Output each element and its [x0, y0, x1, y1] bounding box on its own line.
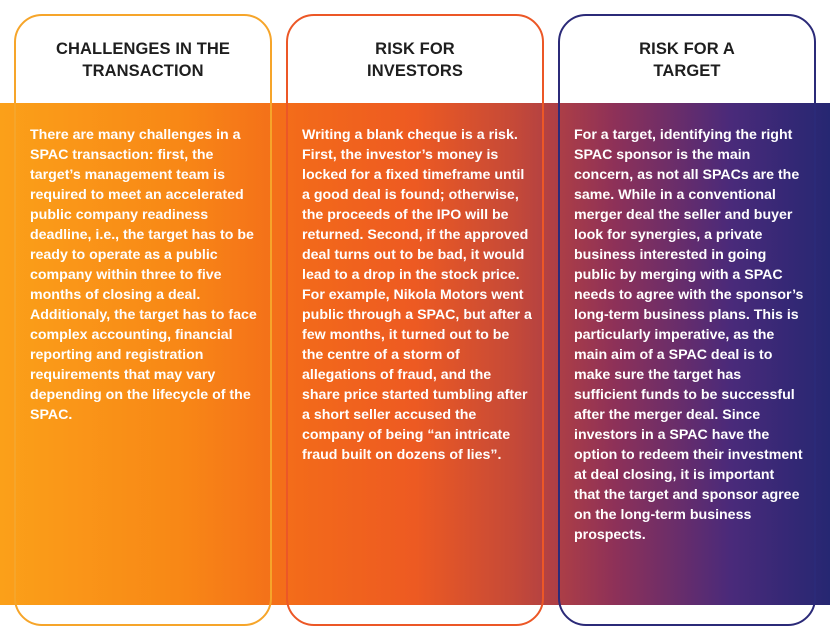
body-risk-target: For a target, identifying the right SPAC sponsor is the main concern, as not all SPACs are the same. While in a conventional merger deal the seller and buyer look for synergies, a private business interested in going public by merging with a SPAC needs to agree with the sponsor’s long-term business plans. This is particularly imperative, as the main aim of a SPAC deal is to make sure the target has sufficient funds to be successful after the merger deal. Since investors in a SPAC have the option to redeem their investment at deal closing, it is important that the target and sponsor agree on the long-term business prospects. [574, 127, 804, 543]
heading-challenges-line2: TRANSACTION [82, 62, 204, 80]
heading-risk-target-line1: RISK FOR A [639, 40, 735, 58]
heading-risk-investors-line1: RISK FOR [375, 40, 455, 58]
body-risk-investors: Writing a blank cheque is a risk. First, the investor’s money is locked for a fixed timeframe until a good deal is found; otherwise, the proceeds of the IPO will be returned. Second, if the approved deal turns out to be bad, it would lead to a drop in the stock price. For example, Nikola Motors went public through a SPAC, but after a few months, it turned out to be the centre of a storm of allegations of fraud, and the share price started tumbling after a short seller accused the company of being “an intricate fraud built on dozens of lies”. [302, 127, 532, 463]
heading-risk-investors [288, 38, 542, 82]
heading-challenges-line1: CHALLENGES IN THE [55, 40, 231, 58]
heading-risk-target-line2: TARGET [653, 62, 721, 80]
heading-risk-investors-line2: INVESTORS [367, 62, 463, 80]
heading-risk-target [560, 38, 814, 82]
body-challenges: There are many challenges in a SPAC transaction: first, the target’s management team is required to meet an accelerated public company readiness deadline, i.e., the target has to be ready to operate as a public company within three to five months of closing a deal. Additionaly, the target has to face complex accounting, financial reporting and registration requirements that may vary depending on the lifecycle of the SPAC. [30, 127, 257, 423]
heading-challenges [16, 38, 270, 82]
